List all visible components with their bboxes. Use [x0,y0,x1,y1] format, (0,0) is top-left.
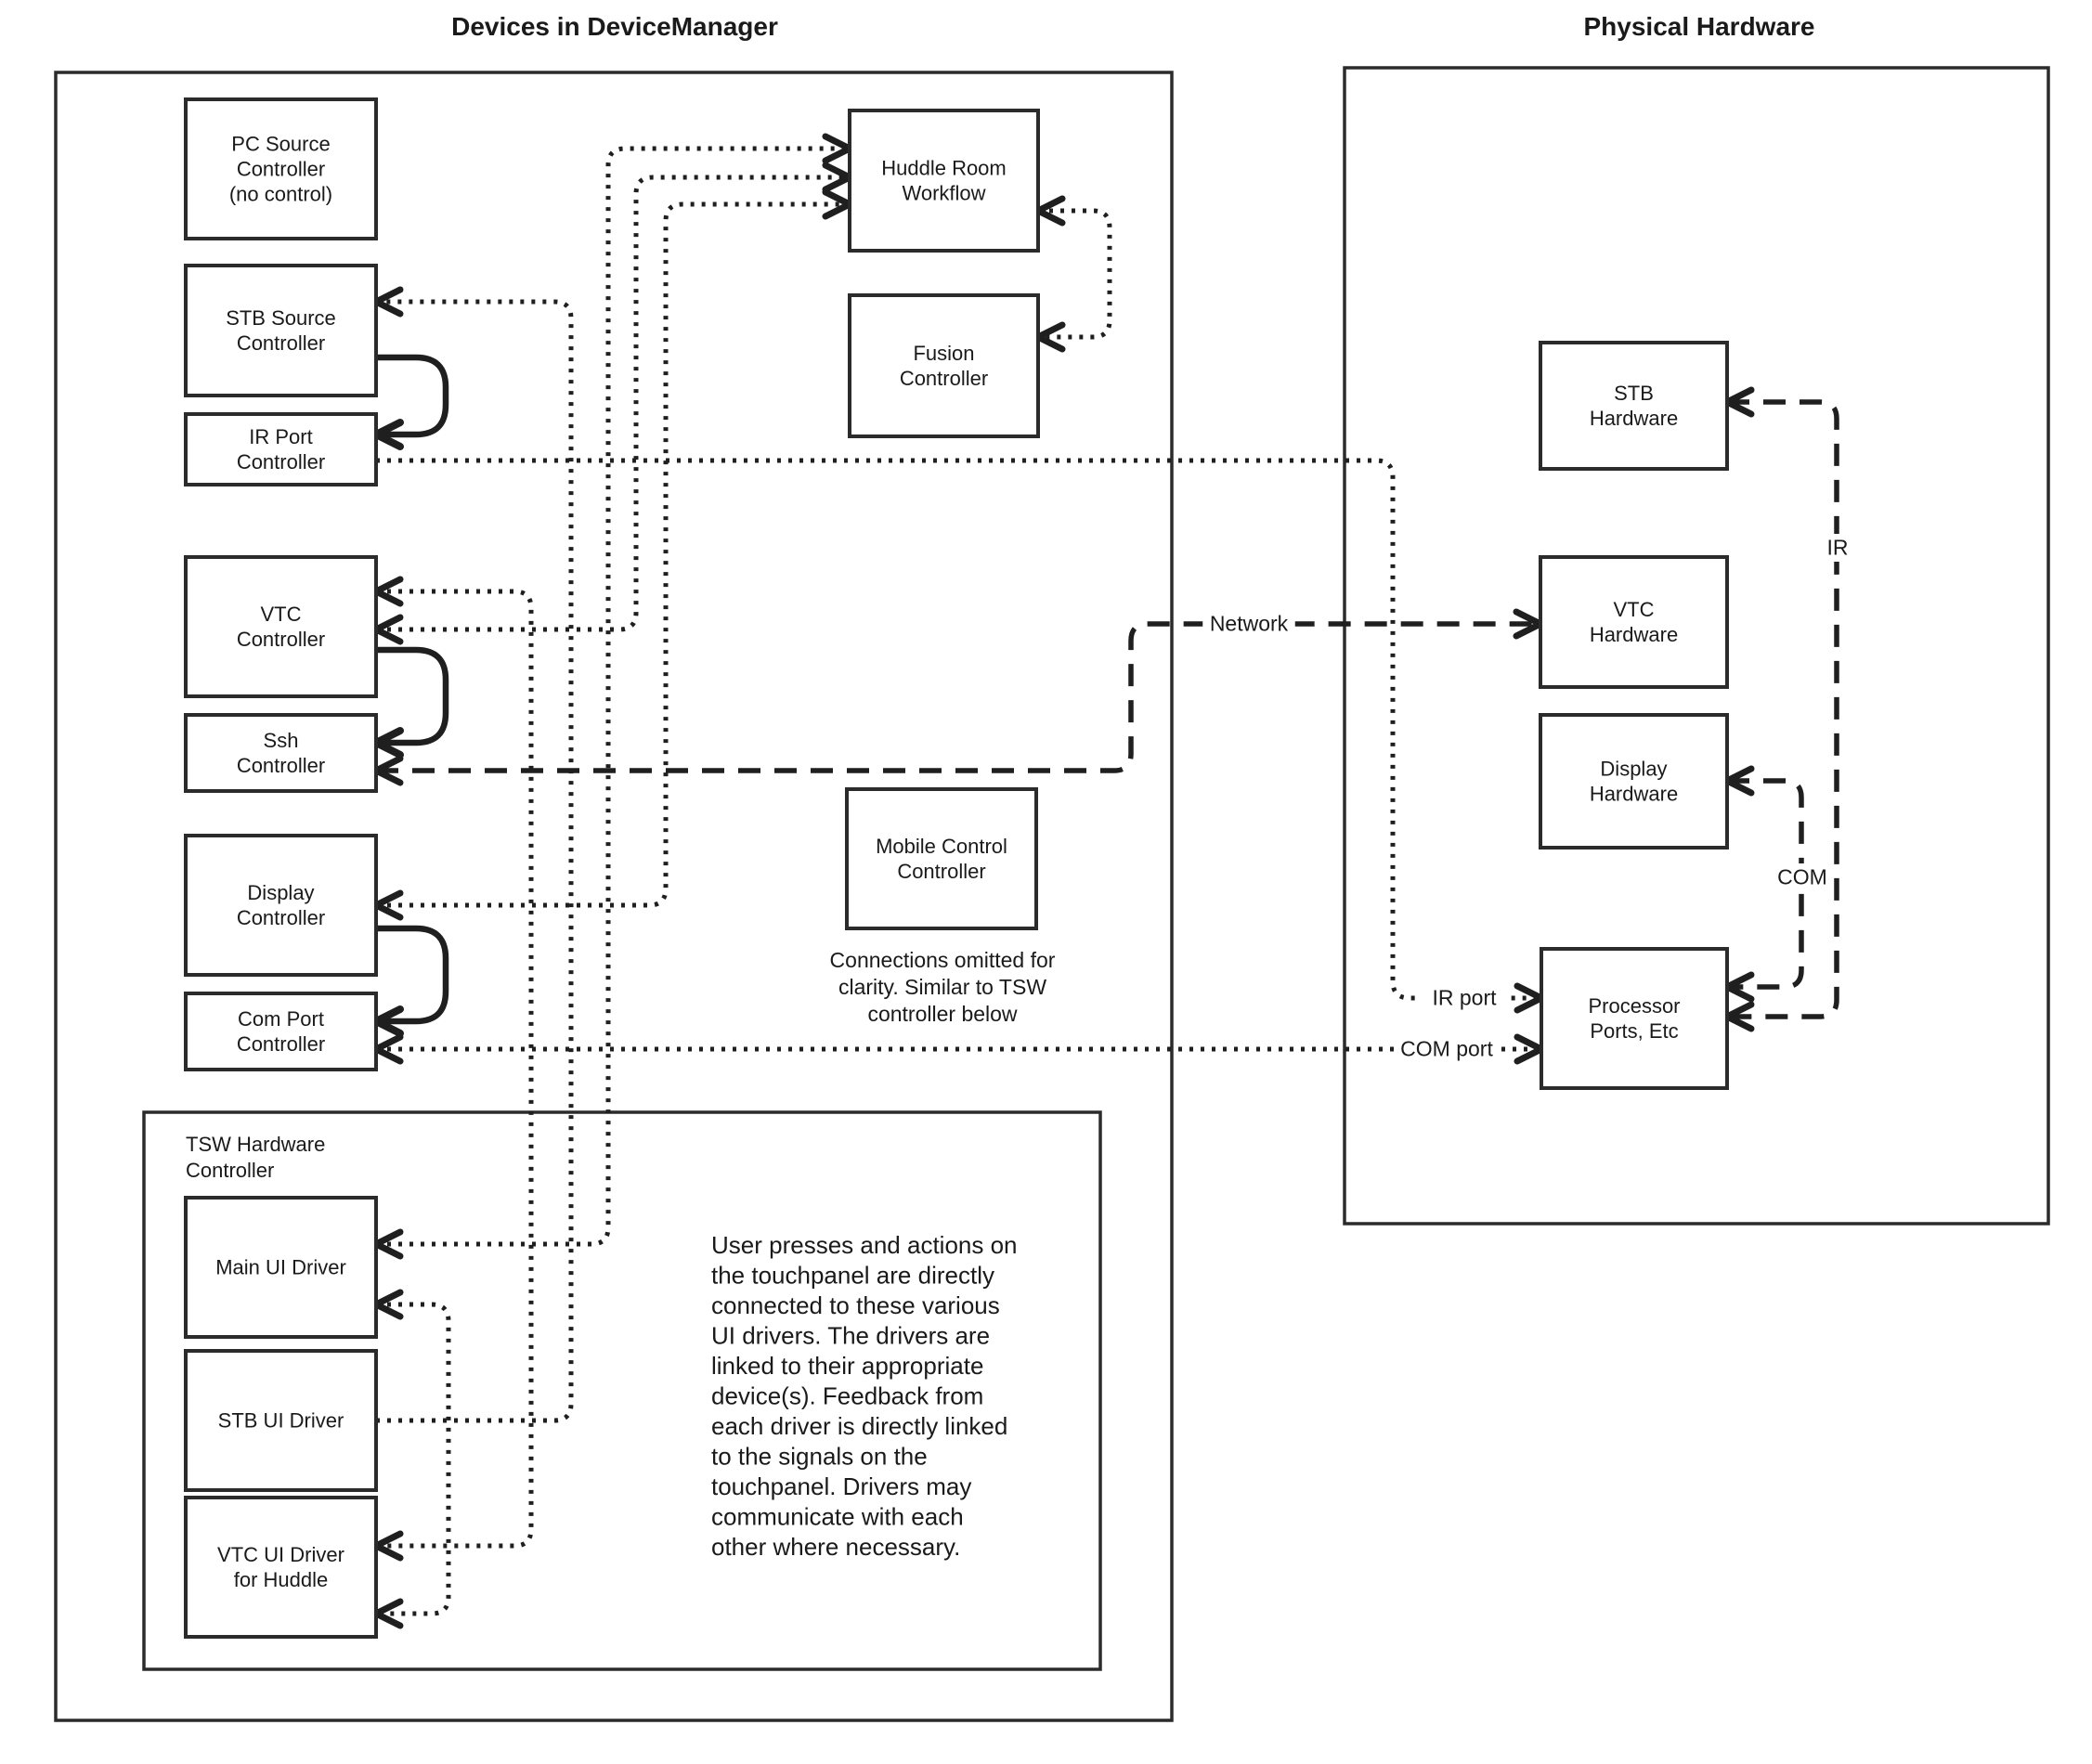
mobile-control-controller [847,789,1036,928]
pc-source-controller-label-line: PC Source [231,132,331,156]
com-port-controller [186,993,376,1070]
stb-ui-driver-label [218,1409,344,1433]
mobile-note-line: controller below [867,1002,1018,1026]
display-hardware [1540,715,1727,848]
vtc-hardware-label-line: Hardware [1589,623,1679,647]
stb-hardware-label-line: STB [1614,382,1654,406]
tsw-note-line: linked to their appropriate [711,1352,984,1380]
network-line [376,624,1540,771]
tsw-note-line: User presses and actions on [711,1231,1018,1259]
stb-source-to-ir-port-loop [376,357,446,435]
com-port-controller-label-line: Com Port [238,1007,324,1031]
tsw-note-line: device(s). Feedback from [711,1381,984,1410]
vtc-controller-label-line: VTC [260,603,302,627]
stb-ui-driver-label-line: STB UI Driver [217,1408,344,1433]
ir-port-controller-label-line: Controller [236,450,326,474]
stb-ui-to-stb-source [376,302,571,1420]
tsw-hardware-controller-container-label-line: Controller [186,1159,275,1182]
ir-hardware-line-label: IR [1826,535,1849,560]
pc-source-controller-label-line: (no control) [228,182,333,206]
stb-source-controller-label-line: Controller [236,331,326,356]
com-hardware-line-label: COM [1777,864,1827,889]
ir-port-line-end-arrowhead-icon [1517,986,1541,1010]
vtc-hardware-label-line: VTC [1613,598,1655,622]
display-controller-label-line: Controller [236,906,326,930]
stb-hardware-label-line: Hardware [1589,407,1679,431]
network-line-label: Network [1209,611,1289,636]
vtc-controller-label-line: Controller [236,628,326,652]
tsw-note-line: connected to these various [711,1291,1000,1319]
huddle-main-ui-link-end-arrowhead-icon [825,136,850,161]
ir-port-line-label: IR port [1432,985,1497,1010]
stb-source-controller-label-line: STB Source [226,306,336,331]
ssh-controller [186,715,376,791]
stb-hardware [1540,343,1727,469]
com-port-controller-label-line: Controller [236,1032,326,1057]
display-to-com-port-loop [376,928,446,1021]
tsw-note-line: the touchpanel are directly [711,1261,994,1290]
tsw-note-line: to the signals on the [711,1442,928,1471]
com-port-line-end-arrowhead-icon [1517,1037,1541,1061]
ir-hardware-line [1727,402,1837,1017]
fusion-controller [850,295,1038,436]
hardware-title: Physical Hardware [1583,12,1815,41]
vtc-ui-driver-label-line: VTC UI Driver [217,1543,344,1567]
vtc-hardware [1540,557,1727,687]
ssh-controller-label-line: Controller [236,754,326,778]
fusion-controller-label-line: Controller [899,367,989,391]
processor-ports [1541,949,1727,1088]
tsw-note-line: other where necessary. [711,1533,961,1561]
tsw-note-line: touchpanel. Drivers may [711,1472,972,1500]
display-controller-label-line: Display [247,881,315,905]
main-ui-driver-label-line: Main UI Driver [215,1255,346,1279]
tsw-note [711,1231,1018,1561]
ir-port-controller-label-line: IR Port [249,425,313,449]
mobile-note [830,948,1056,1026]
display-hardware-label-line: Display [1600,757,1668,781]
huddle-room-workflow-label-line: Huddle Room [881,156,1007,180]
huddle-display-controller-link [376,204,850,905]
pc-source-controller-label [229,133,332,206]
main-ui-vtc-ui-link [376,1304,448,1614]
mobile-control-controller-label-line: Mobile Control [876,835,1007,859]
stb-source-controller [186,266,376,396]
display-controller [186,836,376,975]
tsw-note-line: each driver is directly linked [711,1412,1008,1440]
tsw-hardware-controller-container-label-line: TSW Hardware [186,1133,326,1156]
ssh-controller-label-line: Ssh [263,729,299,753]
devices-title: Devices in DeviceManager [451,12,778,41]
processor-ports-label-line: Processor [1588,994,1681,1018]
huddle-room-workflow-label-line: Workflow [902,181,986,205]
vtc-to-ssh-loop [376,650,446,743]
vtc-controller [186,557,376,696]
vtc-ui-driver [186,1498,376,1637]
vtc-ui-driver-label-line: for Huddle [233,1568,329,1592]
mobile-note-line: Connections omitted for [829,948,1056,972]
mobile-control-controller-label-line: Controller [897,860,986,884]
main-ui-vtc-ui-link-end-arrowhead-icon [376,1602,400,1626]
huddle-fusion-link [1038,211,1110,337]
huddle-room-workflow [850,110,1038,251]
main-ui-driver-label [215,1256,346,1279]
tsw-note-line: communicate with each [711,1502,964,1531]
tsw-note-line: UI drivers. The drivers are [711,1321,991,1350]
tsw-hardware-controller-container-label [186,1133,325,1182]
mobile-note-line: clarity. Similar to TSW [838,975,1047,999]
com-port-line-label: COM port [1400,1036,1493,1061]
pc-source-controller-label-line: Controller [236,157,326,181]
display-hardware-label-line: Hardware [1589,782,1679,806]
processor-ports-label-line: Ports, Etc [1590,1019,1679,1044]
fusion-controller-label-line: Fusion [913,342,975,366]
